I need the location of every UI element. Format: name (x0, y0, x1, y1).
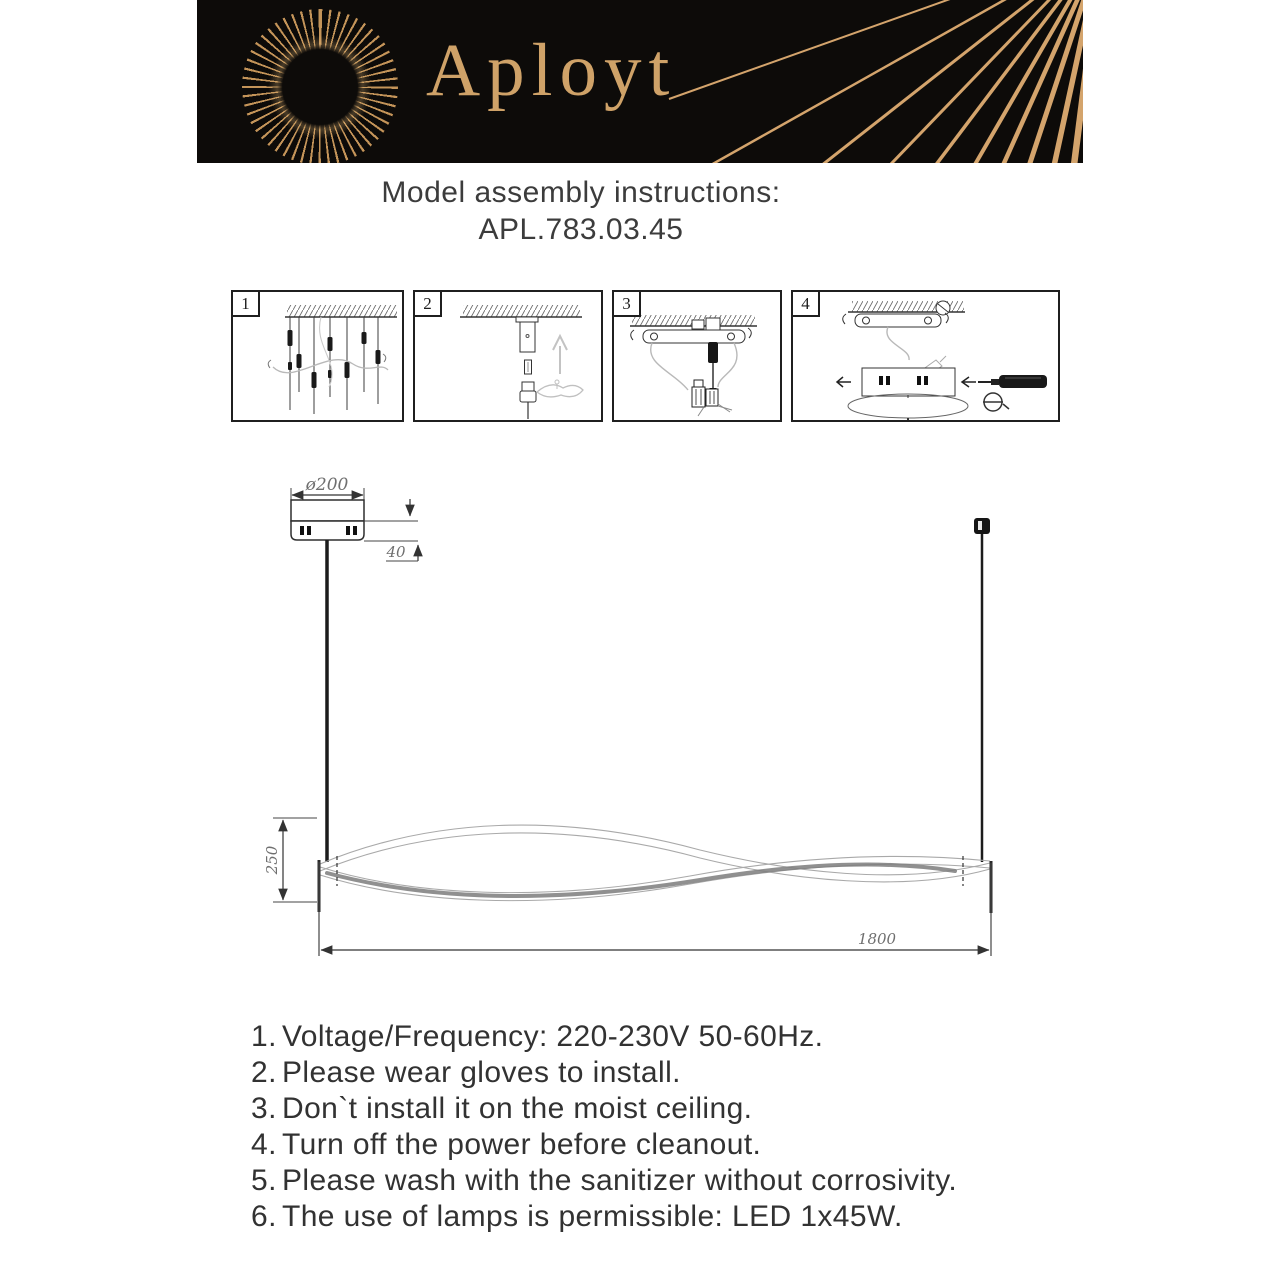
item-number: 2. (251, 1056, 277, 1089)
item-number: 1. (251, 1020, 277, 1053)
model-number: APL.783.03.45 (478, 213, 684, 246)
step-panel-3 (612, 290, 782, 422)
instruction-item (251, 1199, 1091, 1234)
item-text: The use of lamps is permissible: LED 1x45W. (282, 1200, 903, 1233)
instruction-item (251, 1163, 1091, 1198)
item-text: Turn off the power before cleanout. (282, 1128, 762, 1161)
instruction-item (251, 1055, 1091, 1090)
step-number-badge: 3 (614, 292, 641, 317)
instruction-item (251, 1091, 1091, 1126)
item-number: 6. (251, 1200, 277, 1233)
dimension-drawing (250, 458, 1010, 968)
brand-name: Aployt (426, 29, 677, 112)
item-number: 5. (251, 1164, 277, 1197)
item-text: Please wash with the sanitizer without corrosivity. (282, 1164, 958, 1197)
item-text: Voltage/Frequency: 220-230V 50-60Hz. (282, 1020, 824, 1053)
dimension-label-length: 1800 (857, 930, 897, 948)
item-text: Don`t install it on the moist ceiling. (282, 1092, 753, 1125)
dimension-label-diameter: ø200 (305, 475, 349, 495)
brand-banner (197, 0, 1083, 163)
lamp-drawing (319, 825, 991, 913)
step-number-badge: 2 (415, 292, 442, 317)
step-panel-2 (413, 290, 603, 422)
item-number: 4. (251, 1128, 277, 1161)
instruction-item (251, 1127, 1091, 1162)
document-title: Model assembly instructions: (381, 176, 781, 209)
step-number-badge: 4 (793, 292, 820, 317)
starburst-logo-icon (242, 9, 398, 163)
title-block (181, 175, 981, 248)
instruction-list (251, 1019, 1091, 1235)
item-text: Please wear gloves to install. (282, 1056, 681, 1089)
step2-illustration (415, 292, 601, 420)
step-number-badge: 1 (233, 292, 260, 317)
dimension-label-canopy-height: 40 (386, 543, 406, 561)
step-panel-1 (231, 290, 404, 422)
dimension-label-height: 250 (263, 845, 281, 875)
corner-rays-decoration-icon (653, 0, 1083, 163)
step4-illustration (793, 292, 1058, 420)
instruction-item (251, 1019, 1091, 1054)
step-panel-4 (791, 290, 1060, 422)
item-number: 3. (251, 1092, 277, 1125)
